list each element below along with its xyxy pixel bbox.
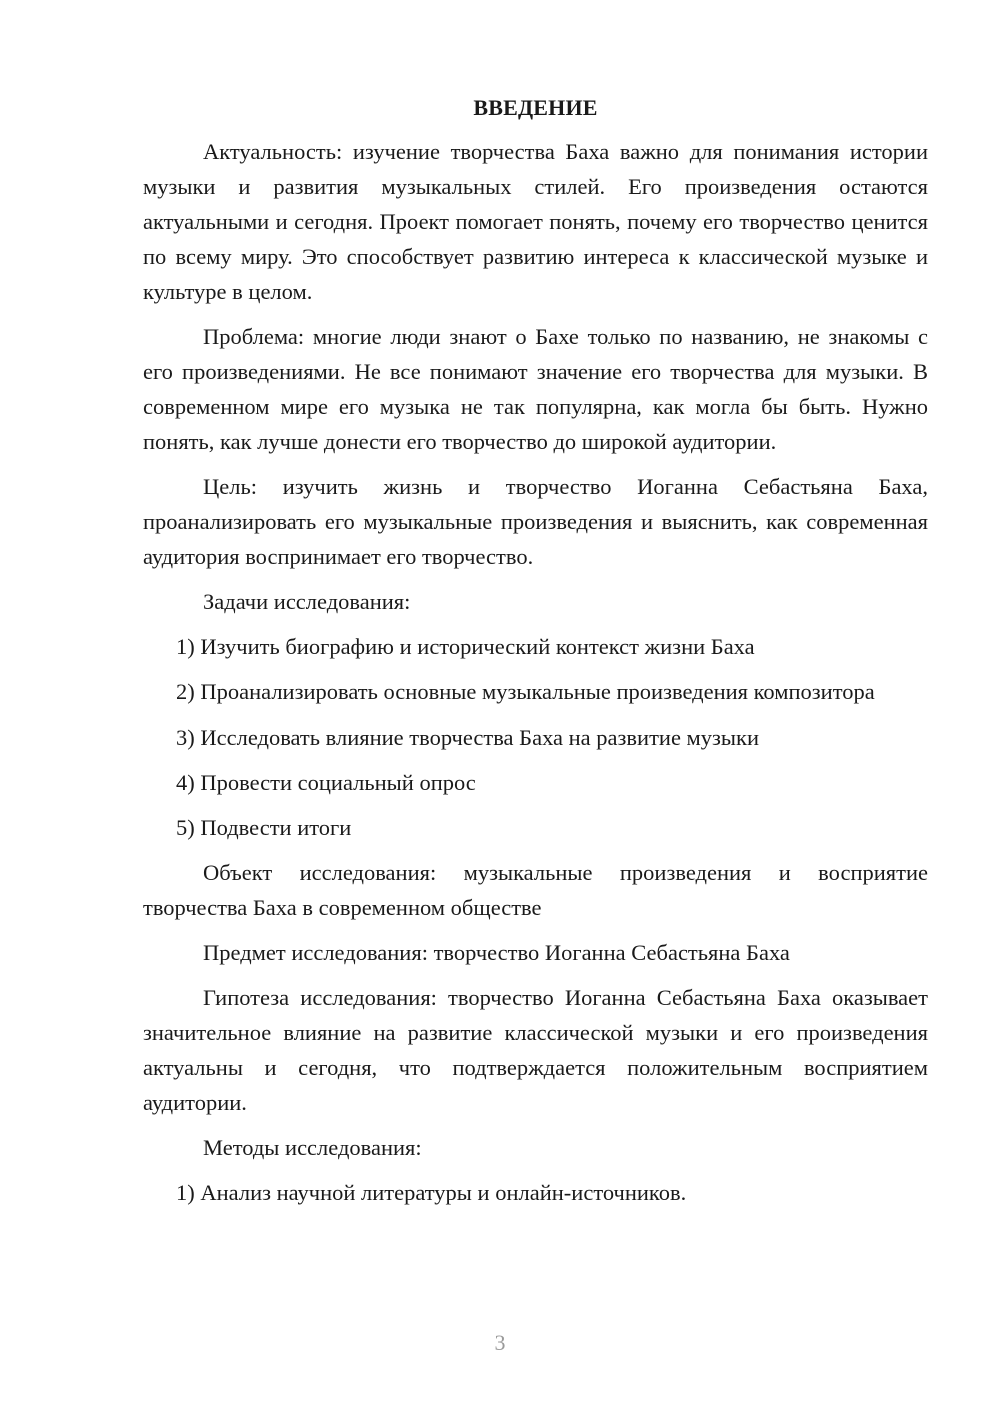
problem-paragraph: Проблема: многие люди знают о Бахе только по названию, не знакомы с его произведениями. Не все понимают значение его творчества для музыки. В современном мире его музыка не так популярна, как могла бы быть. Нужно понять, как лучше донести его творчество до широкой аудитории. [143,324,928,454]
methods-heading: Методы исследования: [203,1135,422,1160]
task-item-2: 2) Проанализировать основные музыкальные произведения композитора [176,679,875,704]
task-item-3: 3) Исследовать влияние творчества Баха на развитие музыки [176,725,760,750]
hypothesis-paragraph: Гипотеза исследования: творчество Иоганна Себастьяна Баха оказывает значительное влияние на развитие классической музыки и его произведения актуальны и сегодня, что подтверждается положительным восприятием аудитории. [143,985,928,1115]
goal-paragraph: Цель: изучить жизнь и творчество Иоганна Себастьяна Баха, проанализировать его музыкальные произведения и выяснить, как современная аудитория воспринимает его творчество. [143,474,928,569]
subject-paragraph: Предмет исследования: творчество Иоганна Себастьяна Баха [203,940,790,965]
page-number: 3 [494,1330,506,1355]
task-item-5: 5) Подвести итоги [176,815,352,840]
page-content [143,90,928,1220]
tasks-heading: Задачи исследования: [203,589,411,614]
method-item-1: 1) Анализ научной литературы и онлайн-источников. [176,1180,687,1205]
object-paragraph: Объект исследования: музыкальные произведения и восприятие творчества Баха в современном обществе [143,860,928,920]
relevance-paragraph: Актуальность: изучение творчества Баха важно для понимания истории музыки и развития музыкальных стилей. Его произведения остаются актуальными и сегодня. Проект помогает понять, почему его творчество ценится по всему миру. Это способствует развитию интереса к классической музыке и культуре в целом. [143,139,928,304]
task-item-1: 1) Изучить биографию и исторический контекст жизни Баха [176,634,755,659]
task-item-4: 4) Провести социальный опрос [176,770,476,795]
section-title: ВВЕДЕНИЕ [473,95,598,120]
